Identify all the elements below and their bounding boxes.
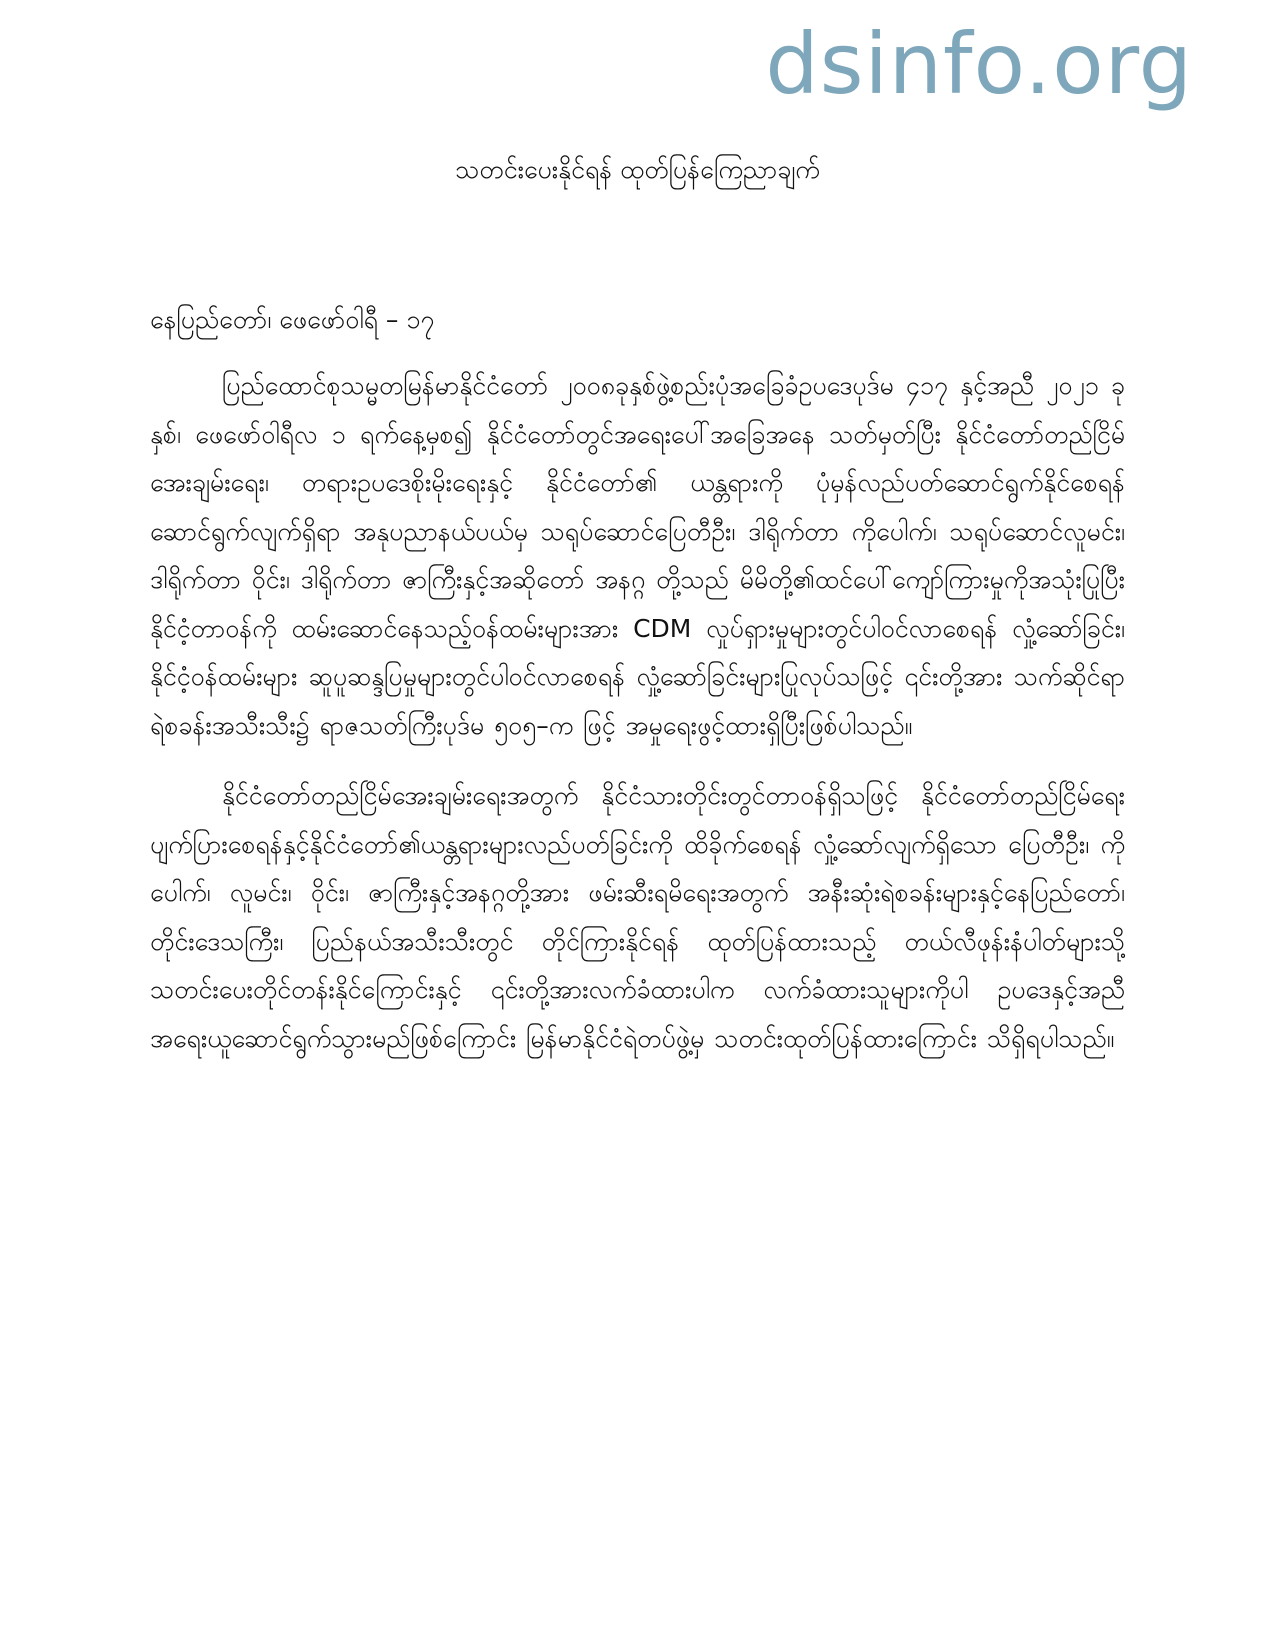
body-paragraph-1: ပြည်ထောင်စုသမ္မတမြန်မာနိုင်ငံတော် ၂၀၀၈ခုနှစ်ဖွဲ့စည်းပုံအခြေခံဥပဒေပုဒ်မ ၄၁၇ နှင့်အညီ ၂၀၂၁ ခုနှစ်၊ ဖေဖော်ဝါရီလ ၁ ရက်နေ့မှစ၍ နိုင်ငံတော်တွင်အရေးပေါ်အခြေအနေ သတ်မှတ်ပြီး နိုင်ငံတော်တည်ငြိမ်အေးချမ်းရေး၊ တရားဥပဒေစိုးမိုးရေးနှင့် နိုင်ငံတော်၏ ယန္တရားကို ပုံမှန်လည်ပတ်ဆောင်ရွက်နိုင်စေရန်ဆောင်ရွက်လျက်ရှိရာ အနုပညာနယ်ပယ်မှ သရုပ်ဆောင်ပြေတီဦး၊ ဒါရိုက်တာ ကိုပေါက်၊ သရုပ်ဆောင်လူမင်း၊ ဒါရိုက်တာ ဝိုင်း၊ ဒါရိုက်တာ ဇာကြီးနှင့်အဆိုတော် အနဂ္ဂ တို့သည် မိမိတို့၏ထင်ပေါ်ကျော်ကြားမှုကိုအသုံးပြုပြီး နိုင်ငံ့တာဝန်ကို ထမ်းဆောင်နေသည့်ဝန်ထမ်းများအား CDM လှုပ်ရှားမှုများတွင်ပါဝင်လာစေရန် လှုံ့ဆော်ခြင်း၊ နိုင်ငံ့ဝန်ထမ်းများ ဆူပူဆန္ဒပြမှုများတွင်ပါဝင်လာစေရန် လှုံ့ဆော်ခြင်းများပြုလုပ်သဖြင့် ၎င်းတို့အား သက်ဆိုင်ရာရဲစခန်းအသီးသီး၌ ရာဇသတ်ကြီးပုဒ်မ ၅၀၅–က ဖြင့် အမှုရေးဖွင့်ထားရှိပြီးဖြစ်ပါသည်။ — [150, 371, 1125, 740]
watermark: dsinfo.org — [765, 15, 1193, 113]
dateline: နေပြည်တော်၊ ဖေဖော်ဝါရီ – ၁၇ — [150, 305, 435, 334]
document-title: သတင်းပေးနိုင်ရန် ထုတ်ပြန်ကြေညာချက် — [455, 155, 820, 184]
document-page — [150, 150, 1125, 1063]
body-paragraph-2: နိုင်ငံတော်တည်ငြိမ်အေးချမ်းရေးအတွက် နိုင်ငံသားတိုင်းတွင်တာဝန်ရှိသဖြင့် နိုင်ငံတော်တည်ငြိမ်ရေးပျက်ပြားစေရန်နှင့်နိုင်ငံတော်၏ယန္တရားများလည်ပတ်ခြင်းကို ထိခိုက်စေရန် လှုံ့ဆော်လျက်ရှိသော ပြေတီဦး၊ ကိုပေါက်၊ လူမင်း၊ ဝိုင်း၊ ဇာကြီးနှင့်အနဂ္ဂတို့အား ဖမ်းဆီးရမိရေးအတွက် အနီးဆုံးရဲစခန်းများနှင့်နေပြည်တော်၊ တိုင်းဒေသကြီး၊ ပြည်နယ်အသီးသီးတွင် တိုင်ကြားနိုင်ရန် ထုတ်ပြန်ထားသည့် တယ်လီဖုန်းနံပါတ်များသို့ သတင်းပေးတိုင်တန်းနိုင်ကြောင်းနှင့် ၎င်းတို့အားလက်ခံထားပါက လက်ခံထားသူများကိုပါ ဥပဒေနှင့်အညီအရေးယူဆောင်ရွက်သွားမည်ဖြစ်ကြောင်း မြန်မာနိုင်ငံရဲတပ်ဖွဲ့မှ သတင်းထုတ်ပြန်ထားကြောင်း သိရှိရပါသည်။ — [150, 781, 1125, 1053]
